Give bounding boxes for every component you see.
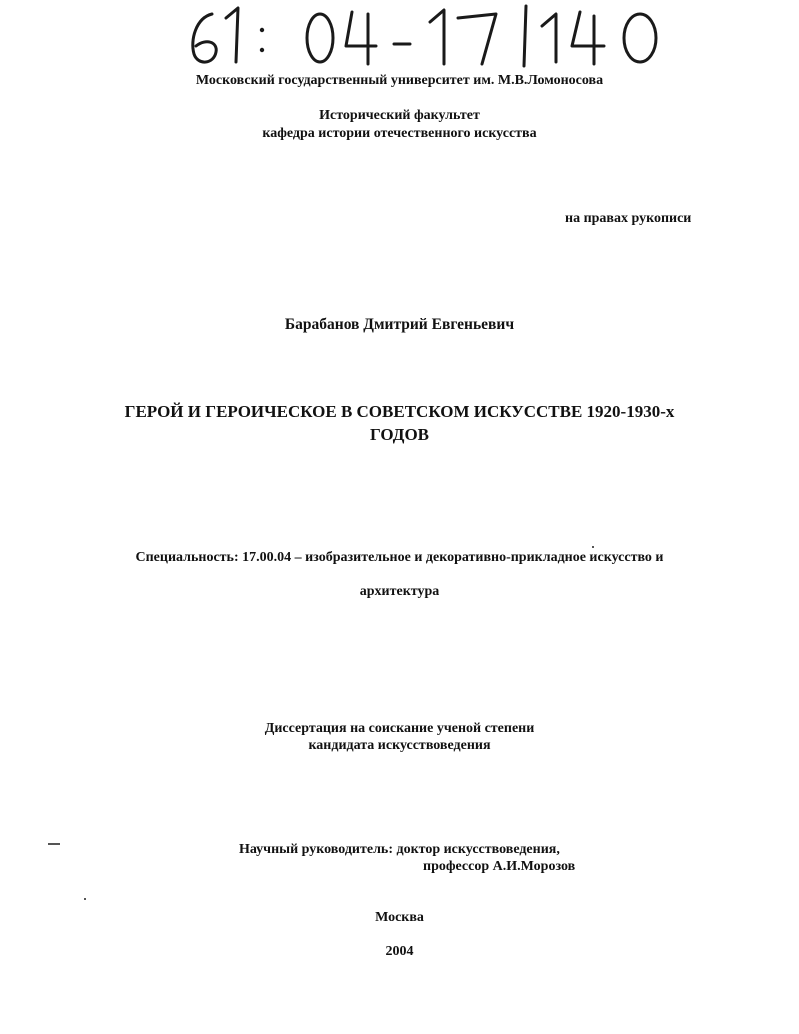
dissertation-title-line-1: ГЕРОЙ И ГЕРОИЧЕСКОЕ В СОВЕТСКОМ ИСКУССТВЕ 1920-1930-х: [124, 402, 675, 421]
scan-mark: [48, 843, 60, 845]
city: Москва: [375, 910, 424, 925]
degree-line-1: Диссертация на соискание ученой степени: [264, 721, 535, 736]
university-name: Московский государственный университет им. М.В.Ломоносова: [195, 73, 604, 88]
author-name: Барабанов Дмитрий Евгеньевич: [284, 316, 515, 333]
handwritten-archive-code: [0, 0, 799, 70]
faculty-name: Исторический факультет: [319, 108, 480, 123]
year: 2004: [385, 944, 414, 959]
supervisor-line-1: Научный руководитель: доктор искусствоведения,: [239, 842, 560, 857]
manuscript-note: на правах рукописи: [565, 211, 692, 226]
specialty-line-2: архитектура: [359, 584, 440, 599]
dissertation-title-line-2: ГОДОВ: [369, 425, 430, 444]
degree-line-2: кандидата искусствоведения: [308, 738, 491, 753]
scan-speck: [592, 546, 594, 548]
department-name: кафедра истории отечественного искусства: [262, 126, 537, 141]
specialty-line-1: Специальность: 17.00.04 – изобразительное и декоративно-прикладное искусство и: [135, 550, 664, 565]
supervisor-line-2: профессор А.И.Морозов: [423, 859, 576, 874]
scan-speck: [84, 898, 86, 900]
